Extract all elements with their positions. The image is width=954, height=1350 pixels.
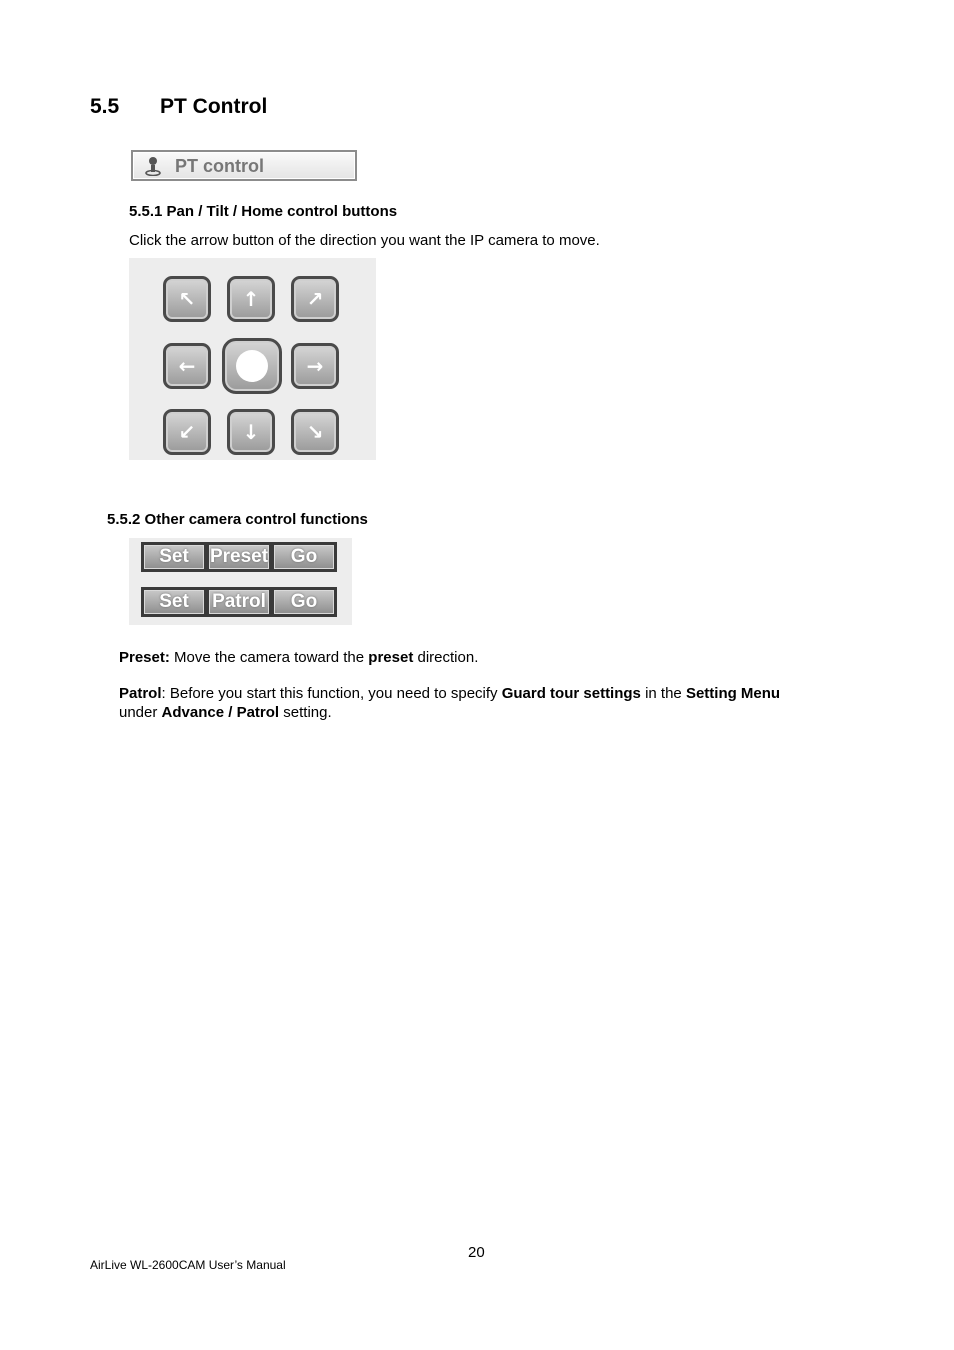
patrol-set-button[interactable]: Set (141, 587, 207, 617)
preset-go-button[interactable]: Go (271, 542, 337, 572)
up-left-button[interactable]: ↖ (163, 276, 211, 322)
preset-set-button[interactable]: Set (141, 542, 207, 572)
preset-patrol-panel (129, 538, 352, 625)
pan-tilt-description: Click the arrow button of the direction you want the IP camera to move. (129, 232, 600, 249)
preset-text-1: Move the camera toward the (169, 649, 369, 666)
down-right-button[interactable]: ↘ (291, 409, 339, 455)
left-button[interactable]: ← (163, 343, 211, 389)
patrol-line-2 (119, 703, 859, 722)
patrol-description (119, 684, 859, 722)
person-icon (145, 156, 161, 176)
preset-label: Preset: (119, 649, 170, 666)
down-left-button[interactable]: ↙ (163, 409, 211, 455)
patrol-go-button[interactable]: Go (271, 587, 337, 617)
subsection-heading-other-controls: 5.5.2 Other camera control functions (107, 511, 368, 528)
right-button[interactable]: → (291, 343, 339, 389)
patrol-text-4: setting. (279, 704, 332, 721)
section-title: PT Control (160, 95, 268, 118)
up-button[interactable]: ↑ (227, 276, 275, 322)
footer-manual-title: AirLive WL-2600CAM User’s Manual (90, 1258, 286, 1272)
patrol-select[interactable]: Patrol (206, 587, 272, 617)
patrol-line-1 (119, 684, 859, 703)
preset-select[interactable]: Preset (206, 542, 272, 572)
patrol-label: Patrol (119, 685, 162, 702)
preset-description (119, 648, 478, 667)
up-right-button[interactable]: ↗ (291, 276, 339, 322)
preset-bold: preset (368, 649, 414, 666)
preset-text-2: direction. (413, 649, 479, 666)
patrol-bold-2: Setting Menu (685, 685, 781, 702)
pt-control-bar[interactable] (131, 150, 357, 181)
patrol-bold-1: Guard tour settings (501, 685, 641, 702)
pt-control-label: PT control (175, 156, 264, 176)
patrol-bold-3: Advance / Patrol (161, 704, 280, 721)
home-circle-icon (236, 350, 268, 382)
down-button[interactable]: ↓ (227, 409, 275, 455)
patrol-text-3: under (119, 704, 162, 721)
direction-pad (129, 258, 376, 460)
section-number: 5.5 (90, 95, 120, 118)
patrol-text-1: : Before you start this function, you need to specify (161, 685, 502, 702)
page-number: 20 (468, 1244, 485, 1261)
home-button[interactable] (222, 338, 282, 394)
subsection-heading-pan-tilt: 5.5.1 Pan / Tilt / Home control buttons (129, 203, 398, 220)
patrol-text-2: in the (640, 685, 686, 702)
